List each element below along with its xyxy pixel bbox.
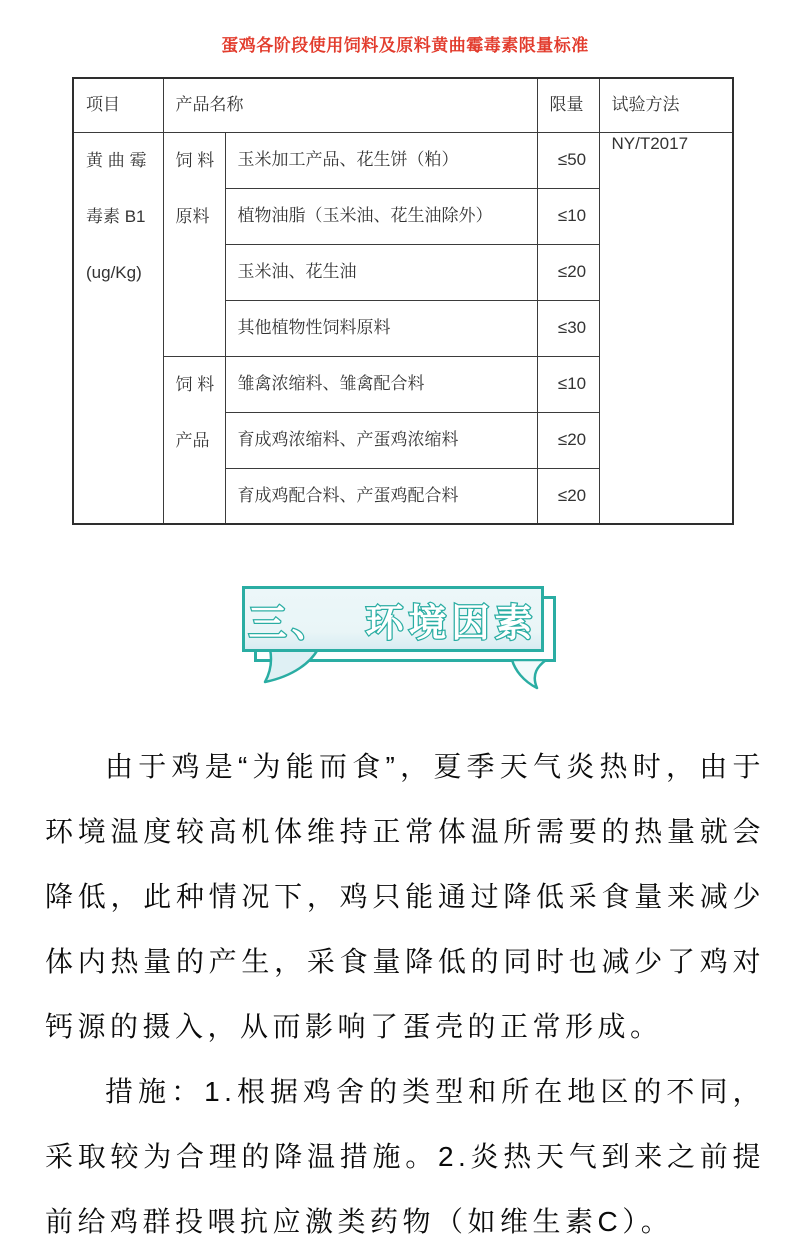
product-cell: 玉米油、花生油 xyxy=(225,244,537,300)
product-cell: 植物油脂（玉米油、花生油除外） xyxy=(225,188,537,244)
limit-cell: ≤20 xyxy=(537,468,599,524)
limit-cell: ≤30 xyxy=(537,300,599,356)
item-cell xyxy=(73,132,163,524)
header-method: 试验方法 xyxy=(599,78,733,132)
page-title: 蛋鸡各阶段使用饲料及原料黄曲霉毒素限量标准 xyxy=(221,36,589,55)
method-cell: NY/T2017 xyxy=(599,132,733,524)
product-cell: 育成鸡浓缩料、产蛋鸡浓缩料 xyxy=(225,412,537,468)
group-label-line: 饲 料 xyxy=(175,150,215,170)
limit-cell: ≤10 xyxy=(537,356,599,412)
product-cell: 玉米加工产品、花生饼（粕） xyxy=(225,132,537,188)
header-product-name: 产品名称 xyxy=(163,78,537,132)
item-line: 毒素 B1 xyxy=(86,206,146,226)
group-feed-products-cell xyxy=(163,356,225,524)
product-cell: 其他植物性饲料原料 xyxy=(225,300,537,356)
group-raw-materials-cell xyxy=(163,132,225,356)
body-paragraph: 由于鸡是“为能而食”，夏季天气炎热时，由于环境温度较高机体维持正常体温所需要的热量就会降低，此种情况下，鸡只能通过降低采食量来减少体内热量的产生，采食量降低的同时也减少了鸡对钙源的摄入，从而影响了蛋壳的正常形成。 xyxy=(45,751,765,1042)
item-line: 黄 曲 霉 xyxy=(86,150,147,170)
speech-tail-left-icon xyxy=(262,648,322,684)
limit-cell: ≤50 xyxy=(537,132,599,188)
product-cell: 雏禽浓缩料、雏禽配合料 xyxy=(225,356,537,412)
group-label-line: 产品 xyxy=(175,430,210,450)
header-item: 项目 xyxy=(73,78,163,132)
table-header-row xyxy=(73,78,733,132)
group-label-line: 原料 xyxy=(175,206,210,226)
aflatoxin-limits-table xyxy=(72,77,734,525)
limit-cell: ≤10 xyxy=(537,188,599,244)
item-line: (ug/Kg) xyxy=(86,262,142,282)
product-cell: 育成鸡配合料、产蛋鸡配合料 xyxy=(225,468,537,524)
header-limit: 限量 xyxy=(537,78,599,132)
limit-cell: ≤20 xyxy=(537,244,599,300)
table-row xyxy=(73,132,733,188)
banner-front-layer xyxy=(242,586,544,652)
body-paragraph: 措施：1.根据鸡舍的类型和所在地区的不同，采取较为合理的降温措施。2.炎热天气到来之前提前给鸡群投喂抗应激类药物（如维生素C）。 xyxy=(45,1076,765,1237)
section-banner-title: 三、 环境因素 xyxy=(248,602,538,645)
section-banner xyxy=(242,586,572,696)
speech-tail-right-icon xyxy=(510,659,550,691)
limit-cell: ≤20 xyxy=(537,412,599,468)
article-body xyxy=(45,734,765,1254)
group-label-line: 饲 料 xyxy=(175,374,215,394)
